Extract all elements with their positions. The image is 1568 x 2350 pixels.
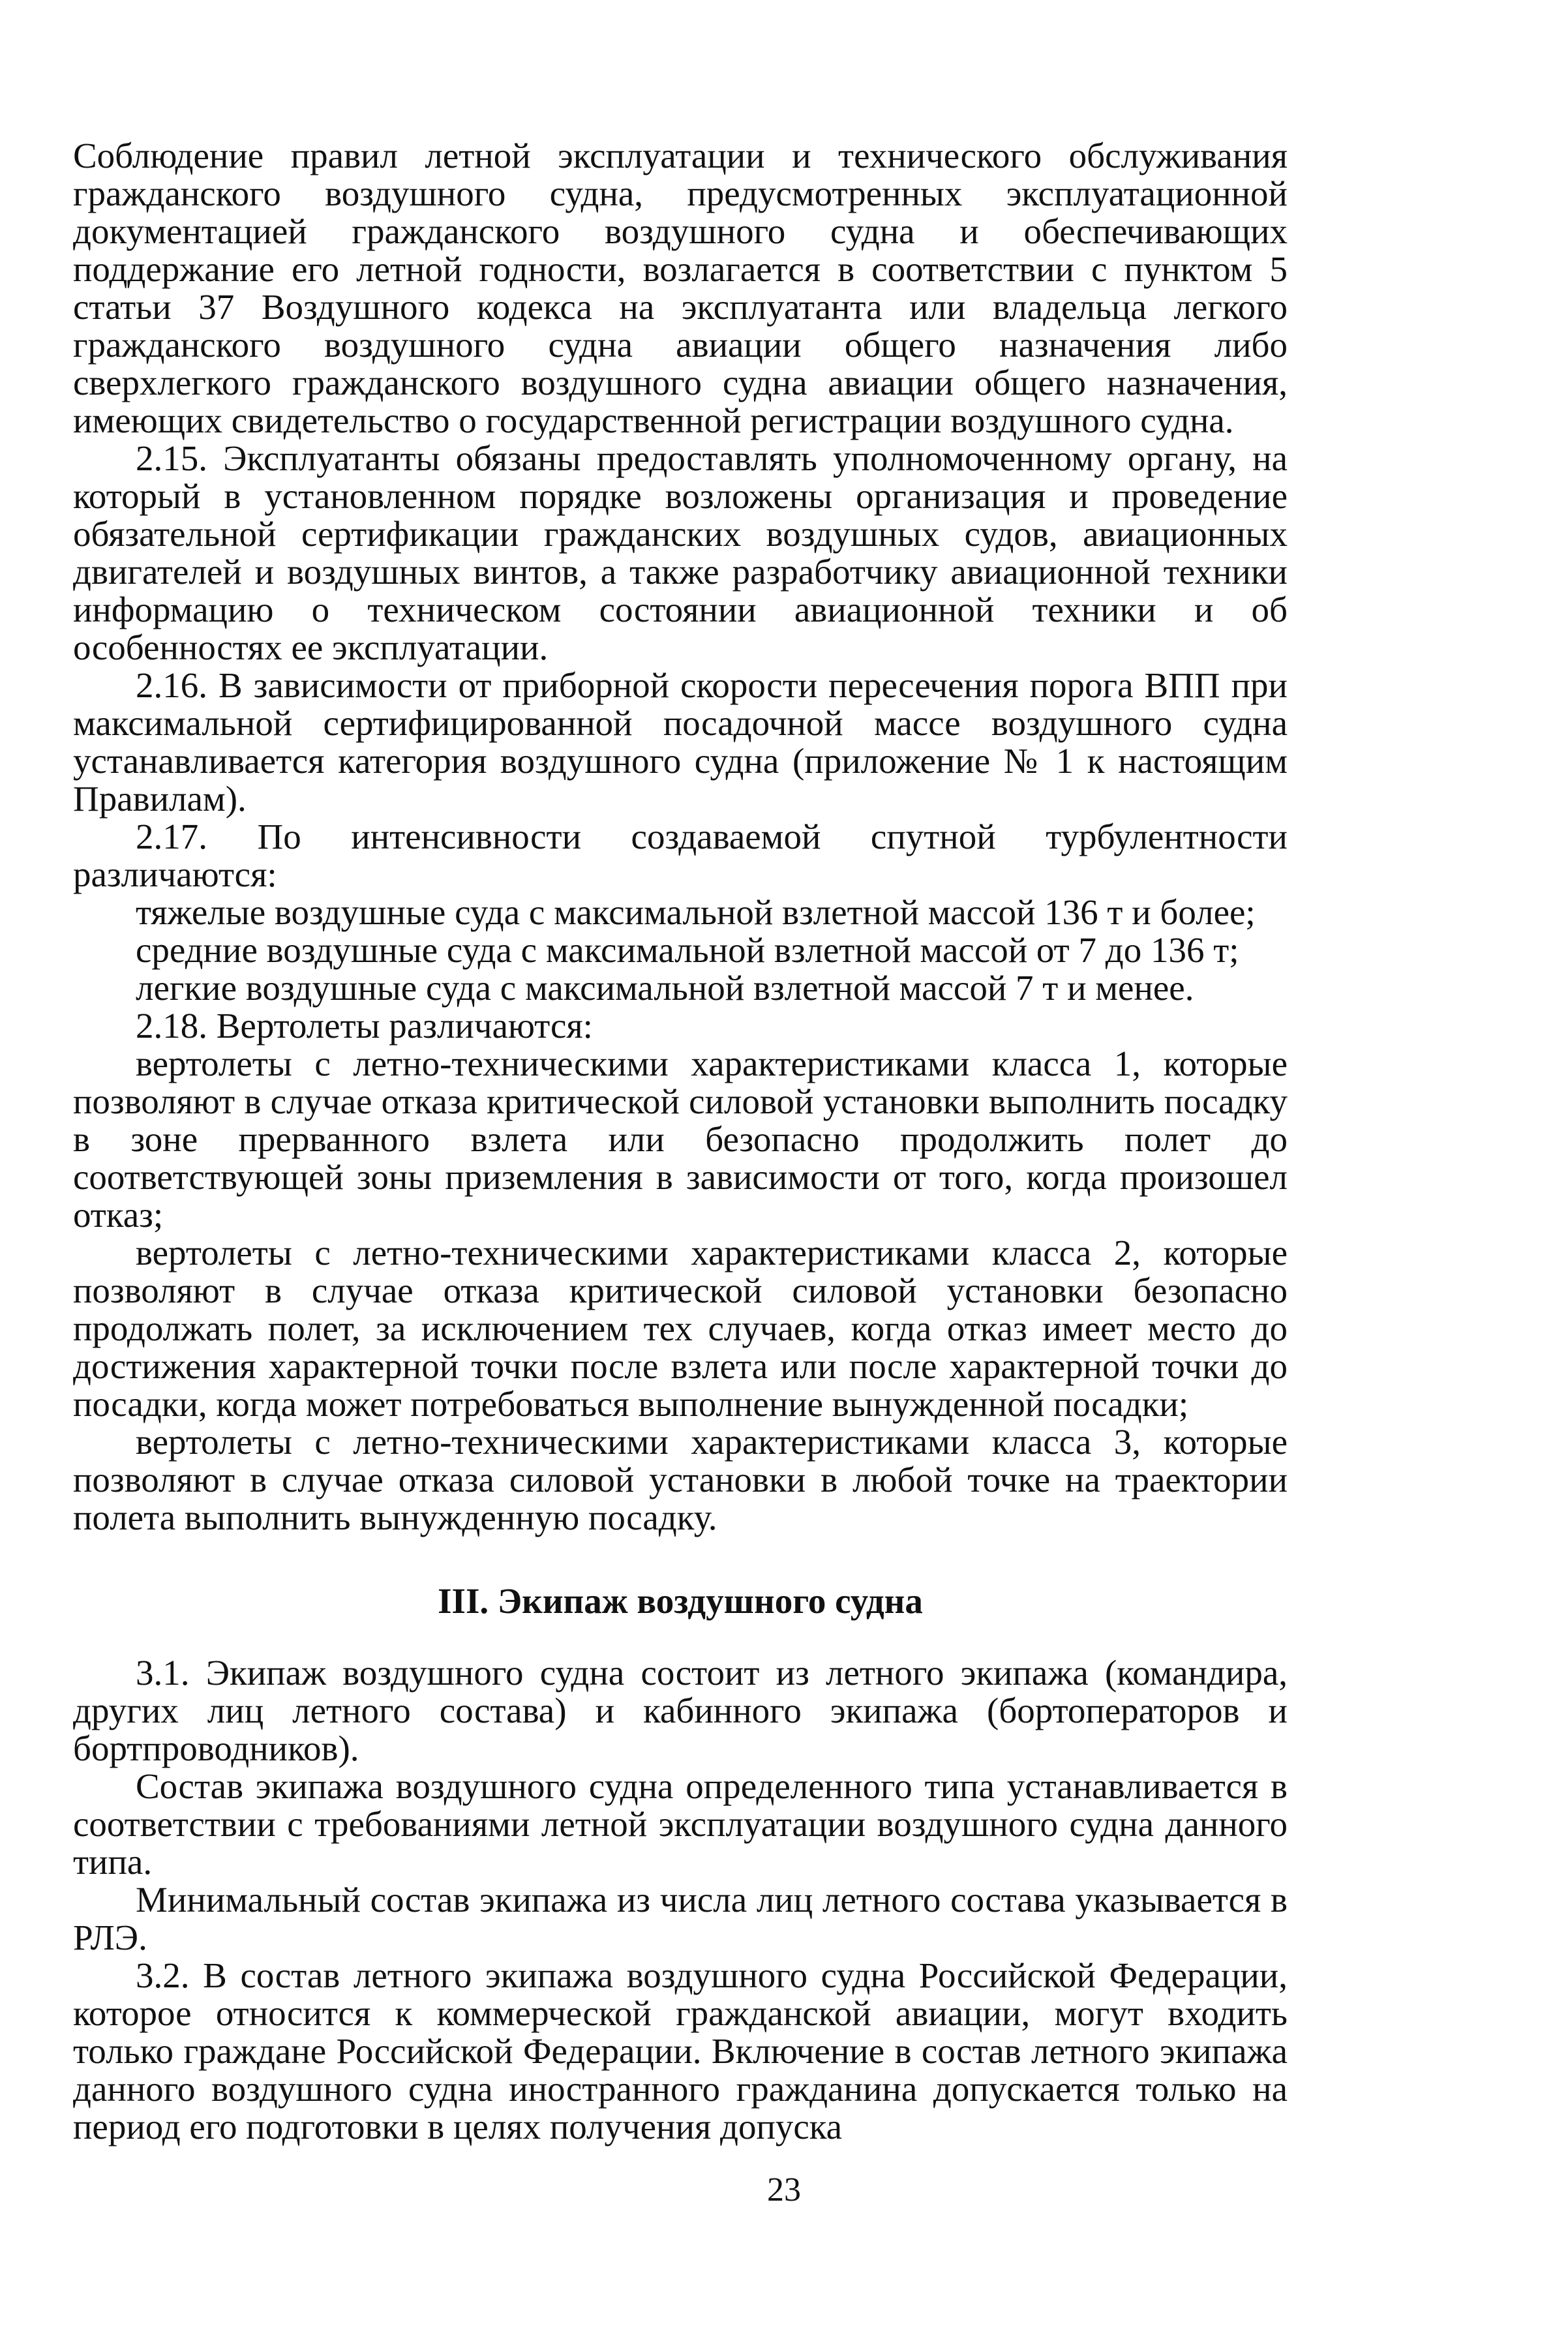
paragraph-minimal-crew: Минимальный состав экипажа из числа лиц летного состава указывается в РЛЭ. xyxy=(73,1880,1288,1957)
section-heading: III. Экипаж воздушного судна xyxy=(438,1581,923,1621)
paragraph-crew-composition: Состав экипажа воздушного судна определенного типа устанавливается в соответствии с требованиями летной эксплуатации воздушного судна данного типа. xyxy=(73,1766,1288,1882)
paragraph-2-16: 2.16. В зависимости от приборной скорости пересечения порога ВПП при максимальной сертифицированной посадочной массе воздушного судна устанавливается категория воздушного судна (приложение № 1 к настоящим Правилам). xyxy=(73,665,1288,819)
paragraph-heavy: тяжелые воздушные суда с максимальной взлетной массой 136 т и более; xyxy=(136,892,1256,932)
paragraphs-top xyxy=(73,137,1288,1537)
page-number: 23 xyxy=(767,2171,801,2208)
paragraph-class3: вертолеты с летно-техническими характеристиками класса 3, которые позволяют в случае отказа силовой установки в любой точке на траектории полета выполнить вынужденную посадку. xyxy=(73,1422,1288,1537)
paragraphs-bottom xyxy=(73,1654,1288,2146)
paragraph-3-1: 3.1. Экипаж воздушного судна состоит из летного экипажа (командира, других лиц летного состава) и кабинного экипажа (бортоператоров и бортпроводников). xyxy=(73,1653,1288,1768)
document-page xyxy=(73,137,1288,2146)
paragraph-2-17: 2.17. По интенсивности создаваемой спутной турбулентности различаются: xyxy=(73,817,1288,894)
paragraph-2-18: 2.18. Вертолеты различаются: xyxy=(136,1006,593,1046)
paragraph-class1: вертолеты с летно-техническими характеристиками класса 1, которые позволяют в случае отказа критической силовой установки выполнить посадку в зоне прерванного взлета или безопасно продолжить полет до соответствующей зоны приземления в зависимости от того, когда произошел отказ; xyxy=(73,1044,1288,1235)
paragraph-class2: вертолеты с летно-техническими характеристиками класса 2, которые позволяют в случае отказа критической силовой установки безопасно продолжать полет, за исключением тех случаев, когда отказ имеет место до достижения характерной точки после взлета или после характерной точки до посадки, когда может потребоваться выполнение вынужденной посадки; xyxy=(73,1233,1288,1424)
paragraph-medium: средние воздушные суда с максимальной взлетной массой от 7 до 136 т; xyxy=(136,930,1239,970)
paragraph-intro: Соблюдение правил летной эксплуатации и технического обслуживания гражданского воздушного судна, предусмотренных эксплуатационной документацией гражданского воздушного судна и обеспечивающих поддержание его летной годности, возлагается в соответствии с пунктом 5 статьи 37 Воздушного кодекса на эксплуатанта или владельца легкого гражданского воздушного судна авиации общего назначения либо сверхлегкого гражданского воздушного судна авиации общего назначения, имеющих свидетельство о государственной регистрации воздушного судна. xyxy=(73,136,1288,440)
paragraph-3-2: 3.2. В состав летного экипажа воздушного судна Российской Федерации, которое относится к коммерческой гражданской авиации, могут входить только граждане Российской Федерации. Включение в состав летного экипажа данного воздушного судна иностранного гражданина допускается только на период его подготовки в целях получения допуска xyxy=(73,1955,1288,2147)
paragraph-2-15: 2.15. Эксплуатанты обязаны предоставлять уполномоченному органу, на который в установленном порядке возложены организация и проведение обязательной сертификации гражданских воздушных судов, авиационных двигателей и воздушных винтов, а также разработчику авиационной техники информацию о техническом состоянии авиационной техники и об особенностях ее эксплуатации. xyxy=(73,438,1288,667)
paragraph-light: легкие воздушные суда с максимальной взлетной массой 7 т и менее. xyxy=(136,968,1194,1008)
